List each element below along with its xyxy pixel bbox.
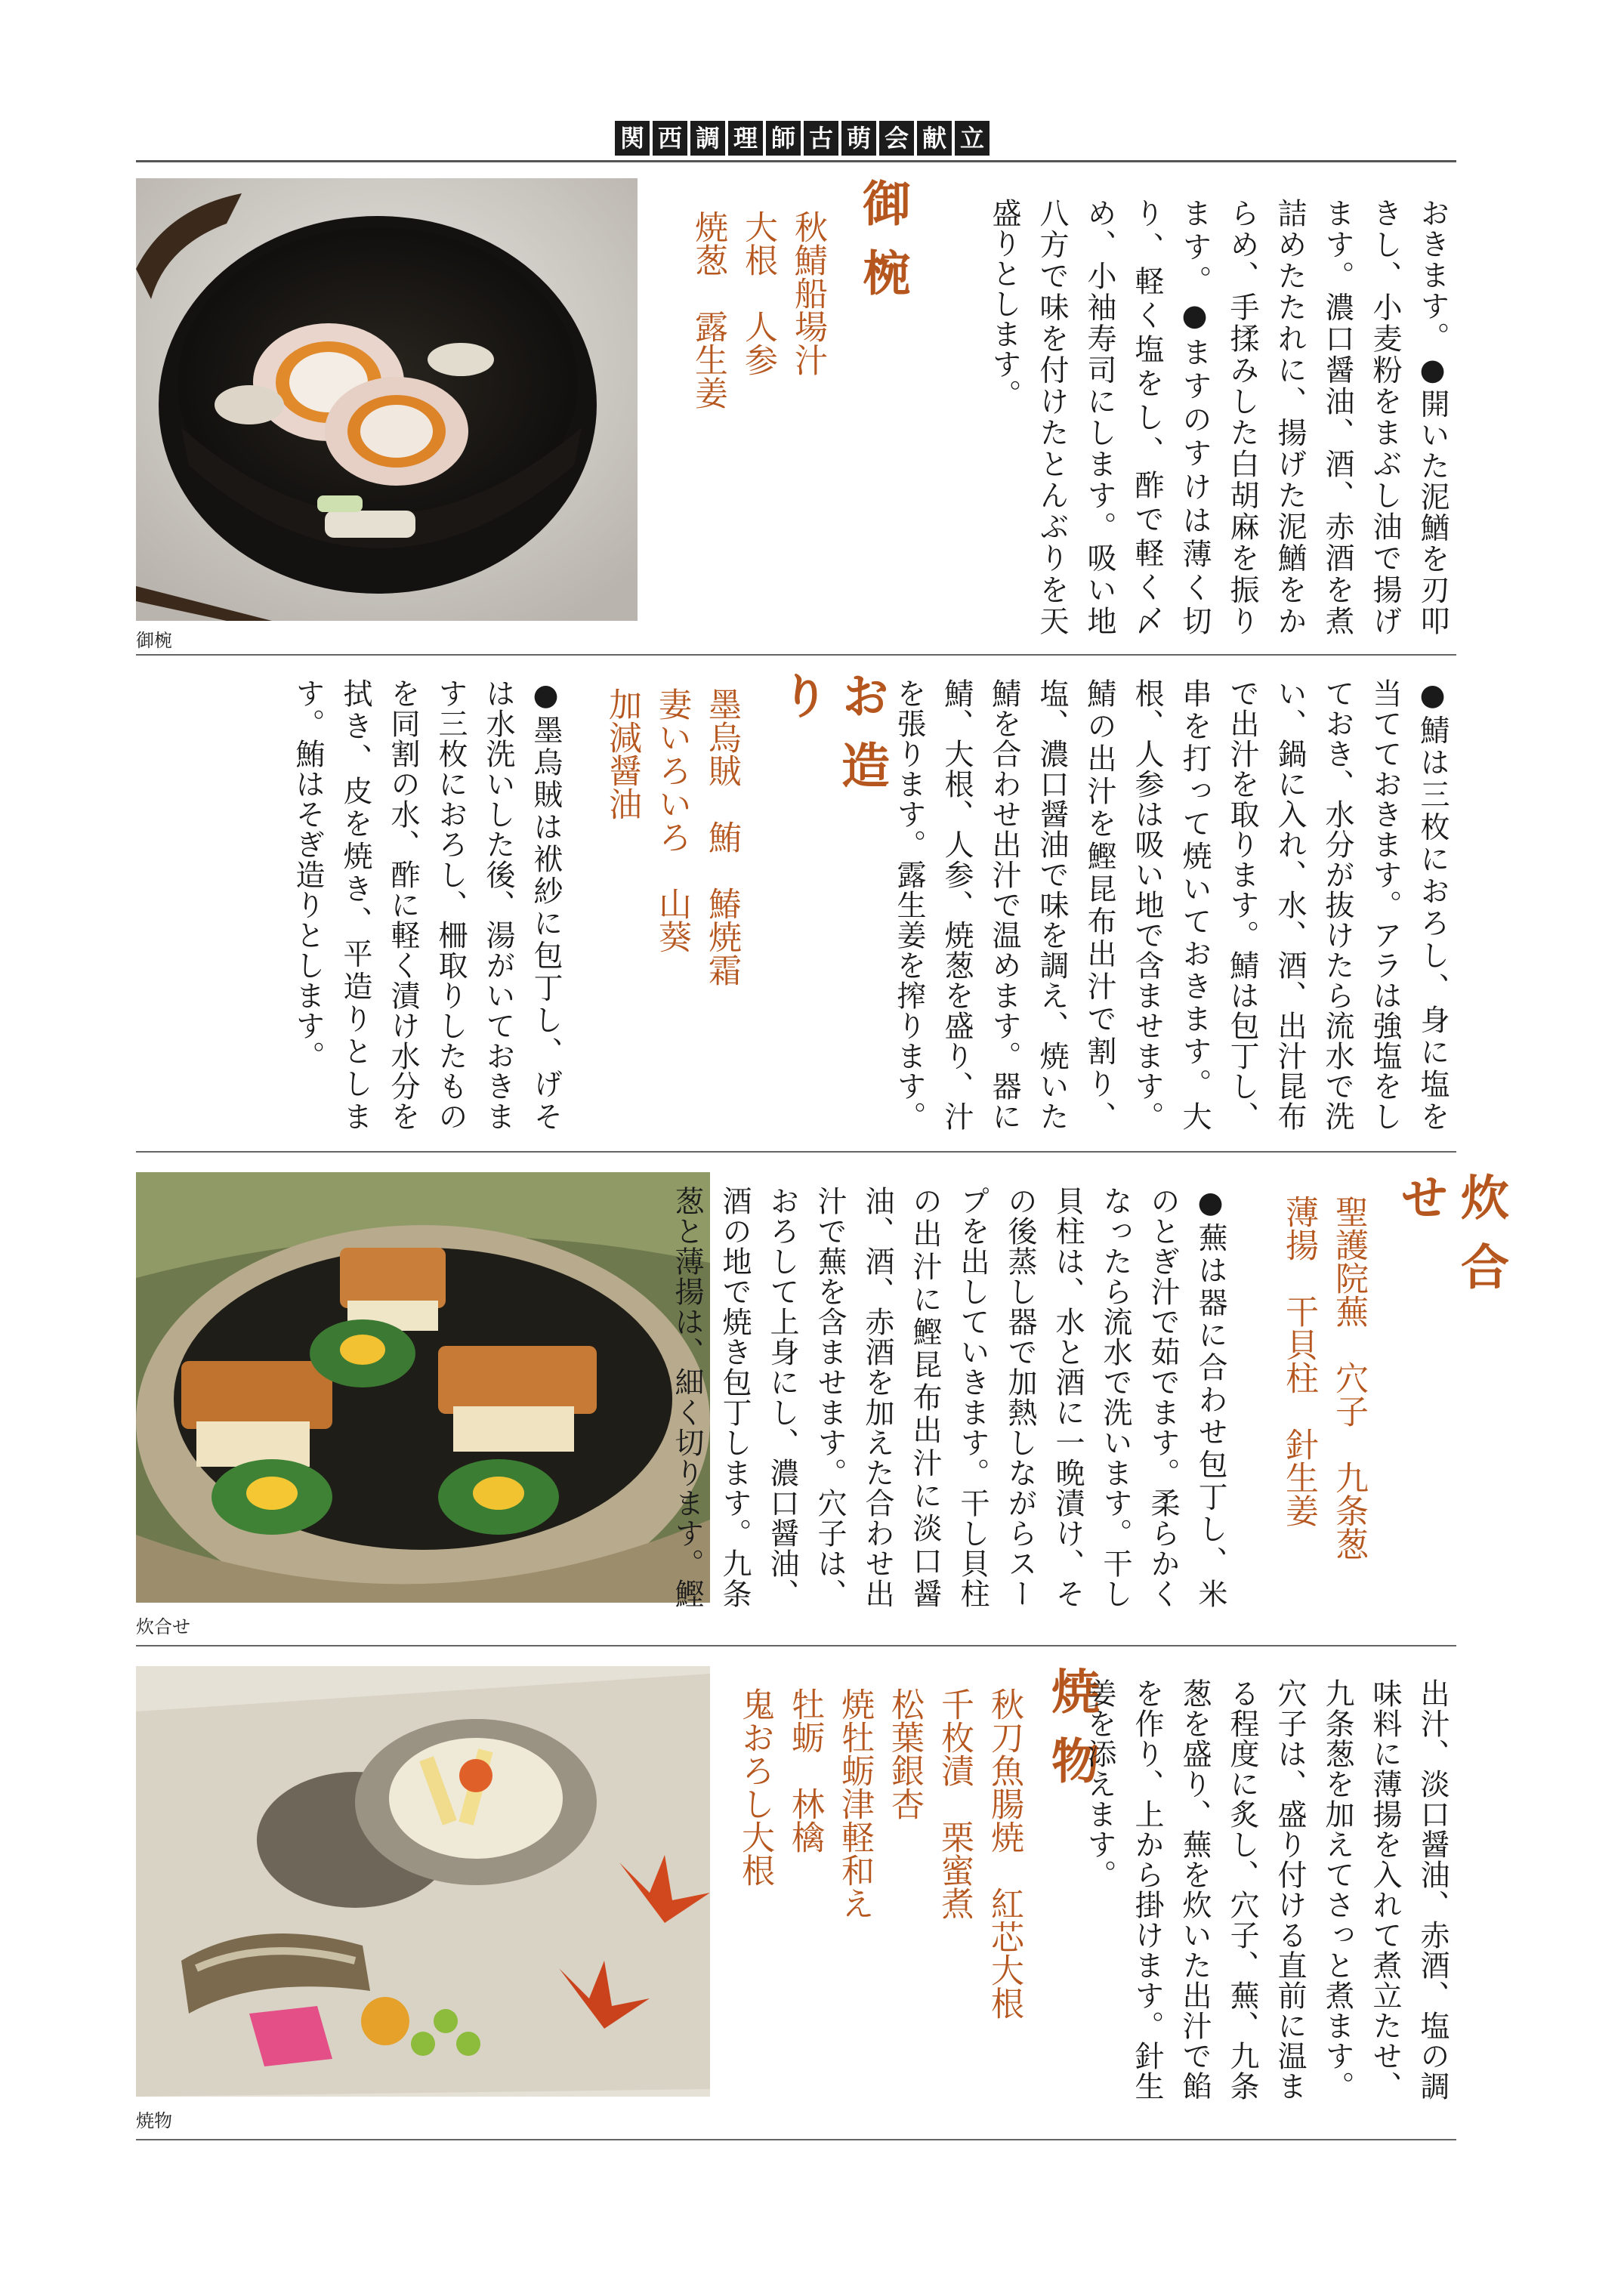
otsukuri-text: ●墨烏賊は袱紗に包丁し、げそは水洗いした後、湯がいておきます三枚におろし、柵取りしたものを同割の水、酢に軽く漬け水分を拭き、皮を焼き、平造りとします。鮪はそぎ造りとします。	[291, 678, 563, 1131]
yakimono-dishes	[730, 1687, 1029, 2088]
yakimono-dish-4: 焼牡蛎津軽和え	[835, 1687, 874, 1920]
section-rule-3	[136, 1645, 1456, 1646]
owan-dish-1: 秋鯖船場汁	[789, 210, 827, 376]
owan-dish-2: 大根 人参	[739, 210, 777, 376]
yakimono-photo	[136, 1666, 710, 2097]
takiawase-caption: 炊合せ	[136, 1616, 190, 1637]
otsukuri-title: お造り	[773, 671, 889, 810]
header-char-box: 献	[917, 121, 952, 156]
takiawase-title: 炊合せ	[1392, 1172, 1508, 1311]
yakimono-dish-6: 鬼おろし大根	[736, 1687, 774, 1887]
section-rule-4	[136, 2139, 1456, 2140]
header-char-box: 会	[879, 121, 914, 156]
header-rule	[136, 160, 1456, 162]
header-char-box: 調	[690, 121, 725, 156]
header-char-box: 立	[955, 121, 990, 156]
yakimono-caption: 焼物	[136, 2110, 172, 2131]
takiawase-dish-2: 薄揚 干貝柱 針生姜	[1280, 1195, 1318, 1527]
section-rule-1	[136, 654, 1456, 656]
header-char-box: 西	[653, 121, 687, 156]
owan-top-text: おきます。●開いた泥鰌を刃叩きし、小麦粉をまぶし油で揚げます。濃口醤油、酒、赤酒を煮詰めたたれに、揚げた泥鰌をからめ、手揉みした白胡麻を振ります。●ますのすけは薄く切り、軽く塩をし、酢で軽く〆め、小袖寿司にします。吸い地八方で味を付けたとんぶりを天盛りとします。	[987, 198, 1450, 636]
page-header	[615, 121, 990, 159]
owan-dish-3: 焼葱 露生姜	[689, 210, 727, 409]
takiawase-photo	[136, 1172, 710, 1603]
owan-caption: 御椀	[136, 630, 172, 651]
yakimono-dish-2: 千枚漬 栗蜜煮	[935, 1687, 974, 1920]
header-char-box: 古	[804, 121, 838, 156]
yakimono-text: 出汁、淡口醤油、赤酒、塩の調味料に薄揚を入れて煮立たせ、九条葱を加えてさっと煮ます。穴子は、盛り付ける直前に温まる程度に炙し、穴子、蕪、九条葱を盛り、蕪を炊いた出汁で餡を作り、上から掛けます。針生姜を添えます。	[1082, 1678, 1450, 2101]
otsukuri-dish-3: 加減醤油	[603, 687, 641, 820]
otsukuri-dishes	[597, 687, 746, 1050]
header-char-box: 萌	[841, 121, 876, 156]
owan-photo	[136, 178, 638, 621]
yakimono-dish-3: 松葉銀杏	[885, 1687, 924, 1820]
yakimono-dish-5: 牡蛎 林檎	[786, 1687, 824, 1853]
takiawase-text: ●蕪は器に合わせ包丁し、米のとぎ汁で茹でます。柔らかくなったら流水で洗います。干し貝柱は、水と酒に一晩漬け、その後蒸し器で加熱しながらスープを出していきます。干し貝柱の出汁に鰹昆布出汁に淡口醤油、酒、赤酒を加えた合わせ出汁で蕪を含ませます。穴子は、おろして上身にし、濃口醤油、酒の地で焼き包丁します。九条葱と薄揚は、細く切ります。鰹	[670, 1186, 1227, 1609]
takiawase-dishes	[1274, 1195, 1373, 1588]
yakimono-dish-1: 秋刀魚腸焼 紅芯大根	[985, 1687, 1023, 2020]
owan-title: 御椀	[854, 178, 910, 317]
yakimono-title: 焼物	[1043, 1666, 1099, 1805]
takiawase-dish-1: 聖護院蕪 穴子 九条葱	[1329, 1195, 1368, 1560]
header-char-box: 関	[615, 121, 650, 156]
section-rule-2	[136, 1151, 1456, 1153]
owan-dishes	[683, 210, 832, 527]
otsukuri-dish-1: 墨烏賊 鮪 鰆焼霜	[702, 687, 741, 986]
header-char-box: 理	[728, 121, 763, 156]
header-char-box: 師	[766, 121, 801, 156]
saba-method-text: ●鯖は三枚におろし、身に塩を当てておきます。アラは強塩をしておき、水分が抜けたら流水で洗い、鍋に入れ、水、酒、出汁昆布で出汁を取ります。鯖は包丁し、串を打って焼いておきます。大根、人参は吸い地で含ませます。鯖の出汁を鰹昆布出汁で割り、塩、濃口醤油で味を調え、焼いた鯖を合わせ出汁で温めます。器に鯖、大根、人参、焼葱を盛り、汁を張ります。露生姜を搾ります。	[892, 678, 1450, 1131]
otsukuri-dish-2: 妻いろいろ 山葵	[653, 687, 691, 953]
